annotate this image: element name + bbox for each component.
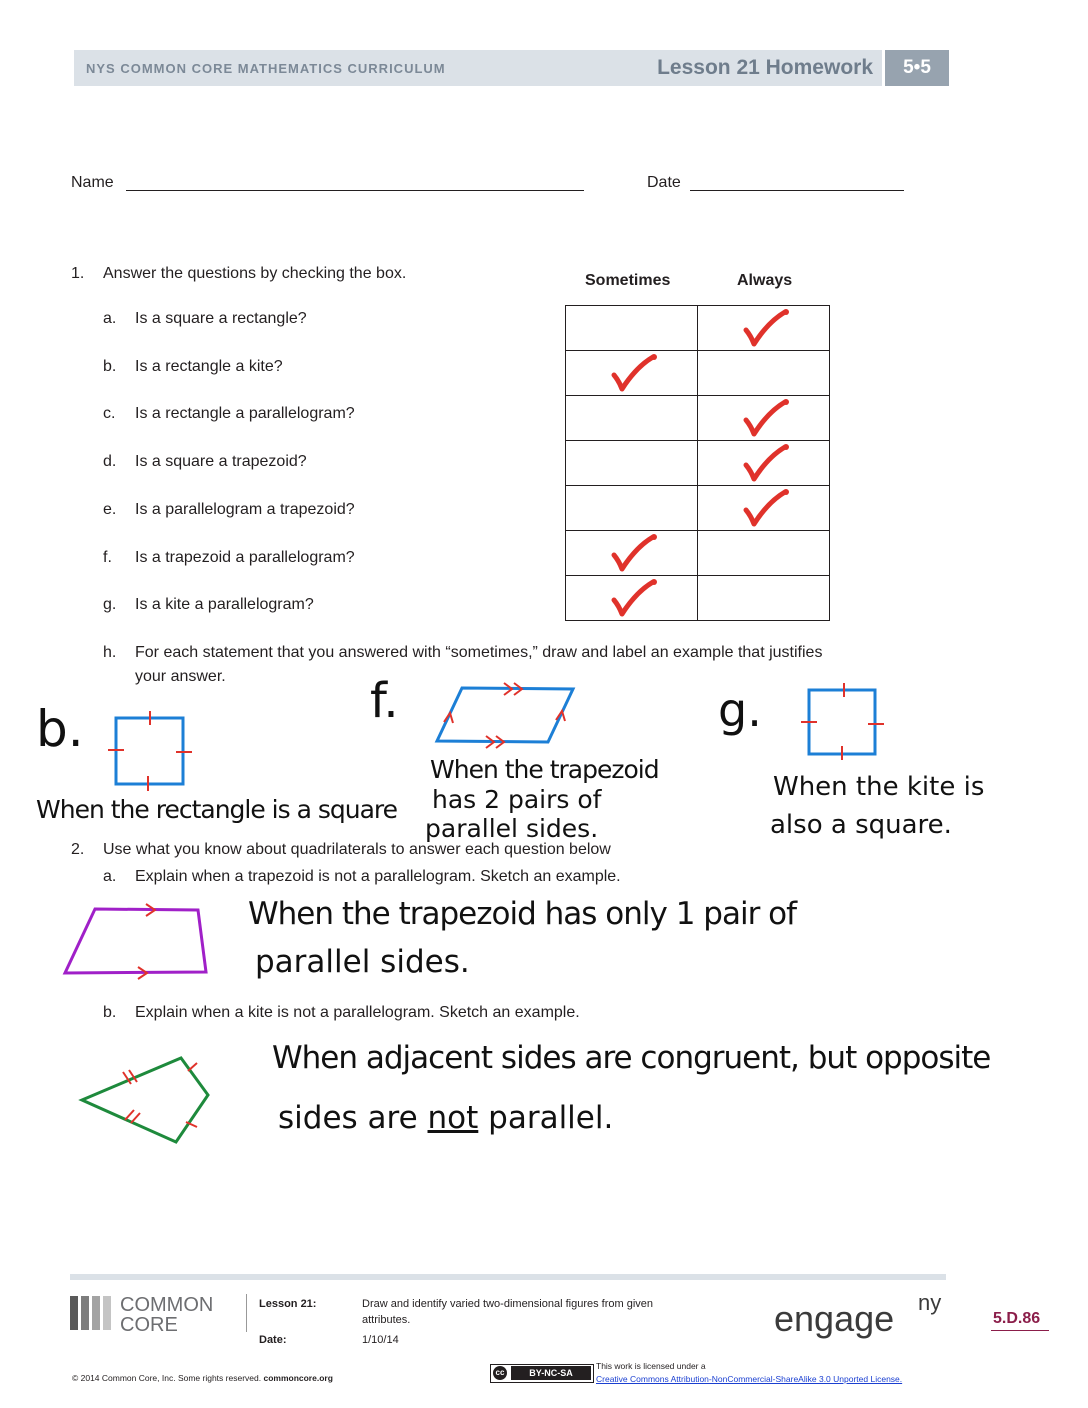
q1-item-d: d. — [103, 453, 117, 470]
check-mark-icon — [566, 576, 697, 620]
answer-f-line1: When the trapezoid — [430, 755, 659, 784]
q1-item-f: f. — [103, 549, 112, 566]
parallelogram-sketch-f — [430, 680, 580, 750]
date-label: Date — [647, 174, 681, 191]
page-code: 5.D.86 — [993, 1310, 1041, 1327]
trapezoid-sketch — [58, 900, 213, 980]
answer-row — [566, 396, 830, 441]
q1-item-a: a. — [103, 310, 117, 327]
answer-f-line2: has 2 pairs of — [432, 785, 602, 814]
footer-lesson-desc-line1: Draw and identify varied two-dimensional figures from given — [362, 1298, 654, 1310]
kite-sketch — [76, 1050, 216, 1150]
answer-row — [566, 531, 830, 576]
license-line1: This work is licensed under a — [596, 1361, 706, 1371]
q2-b-text: Explain when a kite is not a parallelogram. Sketch an example. — [135, 1004, 580, 1021]
footer-date-value: 1/10/14 — [362, 1334, 399, 1346]
name-field[interactable] — [126, 190, 584, 191]
q1-item-h-line2: your answer. — [135, 668, 226, 685]
name-label: Name — [71, 174, 114, 191]
q1-item-c-text: Is a rectangle a parallelogram? — [135, 405, 355, 422]
answer-cell-always[interactable] — [698, 306, 830, 351]
q1-item-e: e. — [103, 501, 117, 518]
common-core-logo-mark — [70, 1296, 114, 1330]
q2-number: 2. — [71, 841, 85, 858]
q1-item-c: c. — [103, 405, 116, 422]
q2-prompt: Use what you know about quadrilaterals to answer each question below — [103, 841, 611, 858]
q1-item-h-letter: h. — [103, 644, 117, 661]
footer-divider — [246, 1294, 247, 1332]
lesson-title: Lesson 21 Homework — [657, 56, 873, 79]
q2-a-answer-line1: When the trapezoid has only 1 pair of — [248, 896, 797, 932]
q1-number: 1. — [71, 265, 85, 282]
answer-cell-always[interactable] — [698, 441, 830, 486]
commoncore-link[interactable]: commoncore.org — [263, 1373, 333, 1383]
answer-cell-always[interactable] — [698, 531, 830, 576]
check-mark-icon — [698, 396, 829, 440]
module-badge: 5•5 — [885, 50, 949, 86]
answer-row — [566, 306, 830, 351]
answer-f-label: f. — [370, 673, 399, 729]
answer-b-label: b. — [36, 700, 84, 758]
q2-a-letter: a. — [103, 868, 117, 885]
common-core-logo-line2: CORE — [120, 1314, 178, 1336]
answer-cell-always[interactable] — [698, 351, 830, 396]
curriculum-title: NYS COMMON CORE MATHEMATICS CURRICULUM — [86, 61, 446, 76]
square-sketch-b — [100, 705, 200, 795]
q1-item-g-text: Is a kite a parallelogram? — [135, 596, 314, 613]
footer-rule — [70, 1274, 946, 1280]
answer-cell-sometimes[interactable] — [566, 396, 698, 441]
answer-cell-sometimes[interactable] — [566, 441, 698, 486]
answer-table — [565, 305, 830, 621]
col-sometimes-header: Sometimes — [585, 272, 671, 289]
q1-item-h-line1: For each statement that you answered with “sometimes,” draw and label an example that justifies — [135, 644, 823, 661]
check-mark-icon — [698, 486, 829, 530]
answer-g-line1: When the kite is — [773, 772, 985, 802]
answer-cell-sometimes[interactable] — [566, 486, 698, 531]
check-mark-icon — [566, 351, 697, 395]
check-mark-icon — [698, 306, 829, 350]
check-mark-icon — [698, 441, 829, 485]
q1-item-d-text: Is a square a trapezoid? — [135, 453, 307, 470]
page-code-rule — [991, 1330, 1049, 1331]
check-mark-icon — [566, 531, 697, 575]
answer-cell-always[interactable] — [698, 396, 830, 441]
license-link[interactable]: Creative Commons Attribution-NonCommercial-ShareAlike 3.0 Unported License. — [596, 1374, 903, 1384]
copyright: © 2014 Common Core, Inc. Some rights reserved. commoncore.org — [72, 1373, 333, 1383]
q2-a-text: Explain when a trapezoid is not a parallelogram. Sketch an example. — [135, 868, 621, 885]
square-sketch-g — [795, 680, 890, 765]
q1-item-g: g. — [103, 596, 117, 613]
answer-row — [566, 351, 830, 396]
q2-b-letter: b. — [103, 1004, 117, 1021]
answer-row — [566, 486, 830, 531]
engageny-logo-sup: ny — [918, 1290, 942, 1315]
answer-f-line3: parallel sides. — [425, 814, 599, 843]
q1-prompt: Answer the questions by checking the box. — [103, 265, 407, 282]
q2-b-answer-line2: sides are not parallel. — [278, 1100, 614, 1136]
answer-cell-always[interactable] — [698, 576, 830, 621]
cc-icon: cc — [493, 1366, 507, 1380]
q1-item-a-text: Is a square a rectangle? — [135, 310, 307, 327]
q2-b-answer-line1: When adjacent sides are congruent, but opposite — [272, 1040, 991, 1076]
answer-cell-sometimes[interactable] — [566, 576, 698, 621]
q1-item-b-text: Is a rectangle a kite? — [135, 358, 283, 375]
answer-cell-sometimes[interactable] — [566, 306, 698, 351]
header-banner — [74, 50, 949, 86]
answer-cell-sometimes[interactable] — [566, 351, 698, 396]
col-always-header: Always — [737, 272, 793, 289]
footer-lesson-label: Lesson 21: — [259, 1298, 317, 1310]
footer-lesson-desc-line2: attributes. — [362, 1314, 411, 1326]
q2-a-answer-line2: parallel sides. — [255, 944, 470, 980]
answer-cell-sometimes[interactable] — [566, 531, 698, 576]
common-core-logo-line1: COMMON — [120, 1294, 214, 1316]
engageny-logo: engage — [774, 1298, 895, 1339]
answer-g-line2: also a square. — [770, 810, 952, 840]
q1-item-f-text: Is a trapezoid a parallelogram? — [135, 549, 355, 566]
date-field[interactable] — [690, 190, 904, 191]
q1-item-b: b. — [103, 358, 117, 375]
footer-date-label: Date: — [259, 1334, 287, 1346]
cc-license-badge: cc BY-NC-SA — [490, 1364, 594, 1383]
q1-item-e-text: Is a parallelogram a trapezoid? — [135, 501, 355, 518]
answer-b-text: When the rectangle is a square — [36, 795, 398, 824]
answer-cell-always[interactable] — [698, 486, 830, 531]
answer-row — [566, 576, 830, 621]
underlined-not: not — [427, 1100, 479, 1136]
answer-row — [566, 441, 830, 486]
answer-g-label: g. — [718, 683, 762, 737]
